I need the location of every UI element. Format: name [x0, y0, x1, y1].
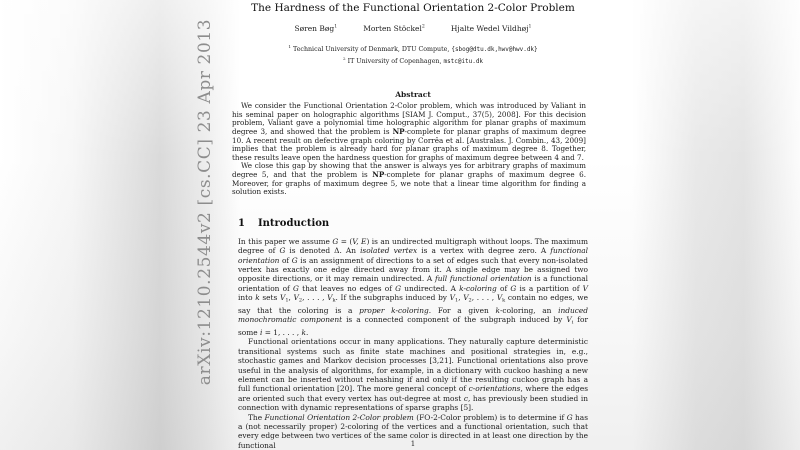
- affiliation-line: [238, 55, 588, 67]
- affiliation-text: Technical University of Denmark, DTU Compute, {sbog@dtu.dk,hwv@hwv.dk}: [292, 46, 538, 54]
- paper-page: [232, 0, 589, 450]
- section-heading: [238, 218, 588, 229]
- affiliation-text: IT University of Copenhagen, mstc@itu.dk: [347, 57, 484, 65]
- authors-row: [238, 24, 588, 33]
- abstract-paragraph: We close this gap by showing that the answer is always yes for arbitrary graphs of maximum degree 5, and that the problem is NP-complete for planar graphs of maximum degree 6. Moreover, for graphs of maximum degree 5, we note that a linear time algorithm for finding a solution exists.: [232, 161, 587, 197]
- author-name: Hjalte Wedel Vildhøj: [450, 24, 529, 33]
- author-affiliation-superscript: 1: [528, 24, 532, 30]
- affiliation-line: [238, 43, 588, 55]
- author: [451, 24, 532, 33]
- section-number: 1: [238, 217, 245, 229]
- intro-paragraph-3: The Functional Orientation 2-Color problem (FO-2-Color problem) is to determine if G has a (not necessarily proper) 2-coloring of the vertices and a functional orientation, such that every edge between two vertices of the same color is directed in at least one direction by the functional: [238, 412, 589, 450]
- author-affiliation-superscript: 2: [421, 24, 425, 30]
- arxiv-stamp: arXiv:1210.2544v2 [cs.CC] 23 Apr 2013: [195, 18, 215, 386]
- author-affiliation-superscript: 1: [334, 24, 338, 30]
- author-name: Søren Bøg: [294, 24, 335, 33]
- abstract-heading: Abstract: [395, 90, 431, 100]
- intro-paragraph-1: In this paper we assume G = (V, E) is an undirected multigraph without loops. The maximum degree of G is denoted Δ. An isolated vertex is a vertex with degree zero. A functional orientation of G is an assignment of directions to a set of edges such that every non-isolated vertex has exactly one edge directed away from it. A single edge may be assigned two opposite directions, or it may remain undirected. A full functional orientation is a functional orientation of G that leaves no edges of G undirected. A k-coloring of G is a partition of V into k sets $V_1$, $V_2$, . . . , $V_k$. If the subgraphs induced by $V_1$, $V_2$, . . . , $V_k$ contain no edges, we say that the coloring is a proper k-coloring. For a given k-coloring, an induced monochromatic component is a connected component of the subgraph induced by $V_i$ for some i = 1, . . . , k.: [238, 236, 589, 337]
- author: [295, 24, 338, 33]
- author-name: Morten Stöckel: [363, 24, 422, 33]
- intro-paragraph-2: Functional orientations occur in many applications. They naturally capture deterministic transitional systems such as finite state machines and positional strategies in, e.g., stochastic games and Markov decision processes [3,21]. Functional orientations also prove useful in the analysis of algorithms, for example, in a dictionary with cuckoo hashing a new element can be inserted without rehashing if and only if the resulting cuckoo graph has a full functional orientation [20]. The more general concept of c-orientations, where the edges are oriented such that every vertex has out-degree at most c, has previously been studied in connection with dynamic representations of sparse graphs [5].: [238, 337, 588, 413]
- page-number: 1: [410, 440, 416, 448]
- section-title: Introduction: [257, 217, 330, 229]
- affiliation-marker: 1: [288, 44, 291, 49]
- author: [363, 24, 425, 33]
- paper-title: The Hardness of the Functional Orientation 2-Color Problem: [251, 2, 575, 14]
- abstract-paragraph: We consider the Functional Orientation 2-Color problem, which was introduced by Valiant in his seminal paper on holographic algorithms [SIAM J. Comput., 37(5), 2008]. For this decision problem, Valiant gave a polynomial time holographic algorithm for planar graphs of maximum degree 3, and showed that the problem is NP-complete for planar graphs of maximum degree 10. A recent result on defective graph coloring by Corrêa et al. [Australas. J. Combin., 43, 2009] implies that the problem is already hard for planar graphs of maximum degree 8. Together, these results leave open the hardness question for graphs of maximum degree between 4 and 7.: [232, 101, 586, 162]
- affiliations: [238, 43, 588, 66]
- affiliation-marker: 2: [342, 55, 346, 61]
